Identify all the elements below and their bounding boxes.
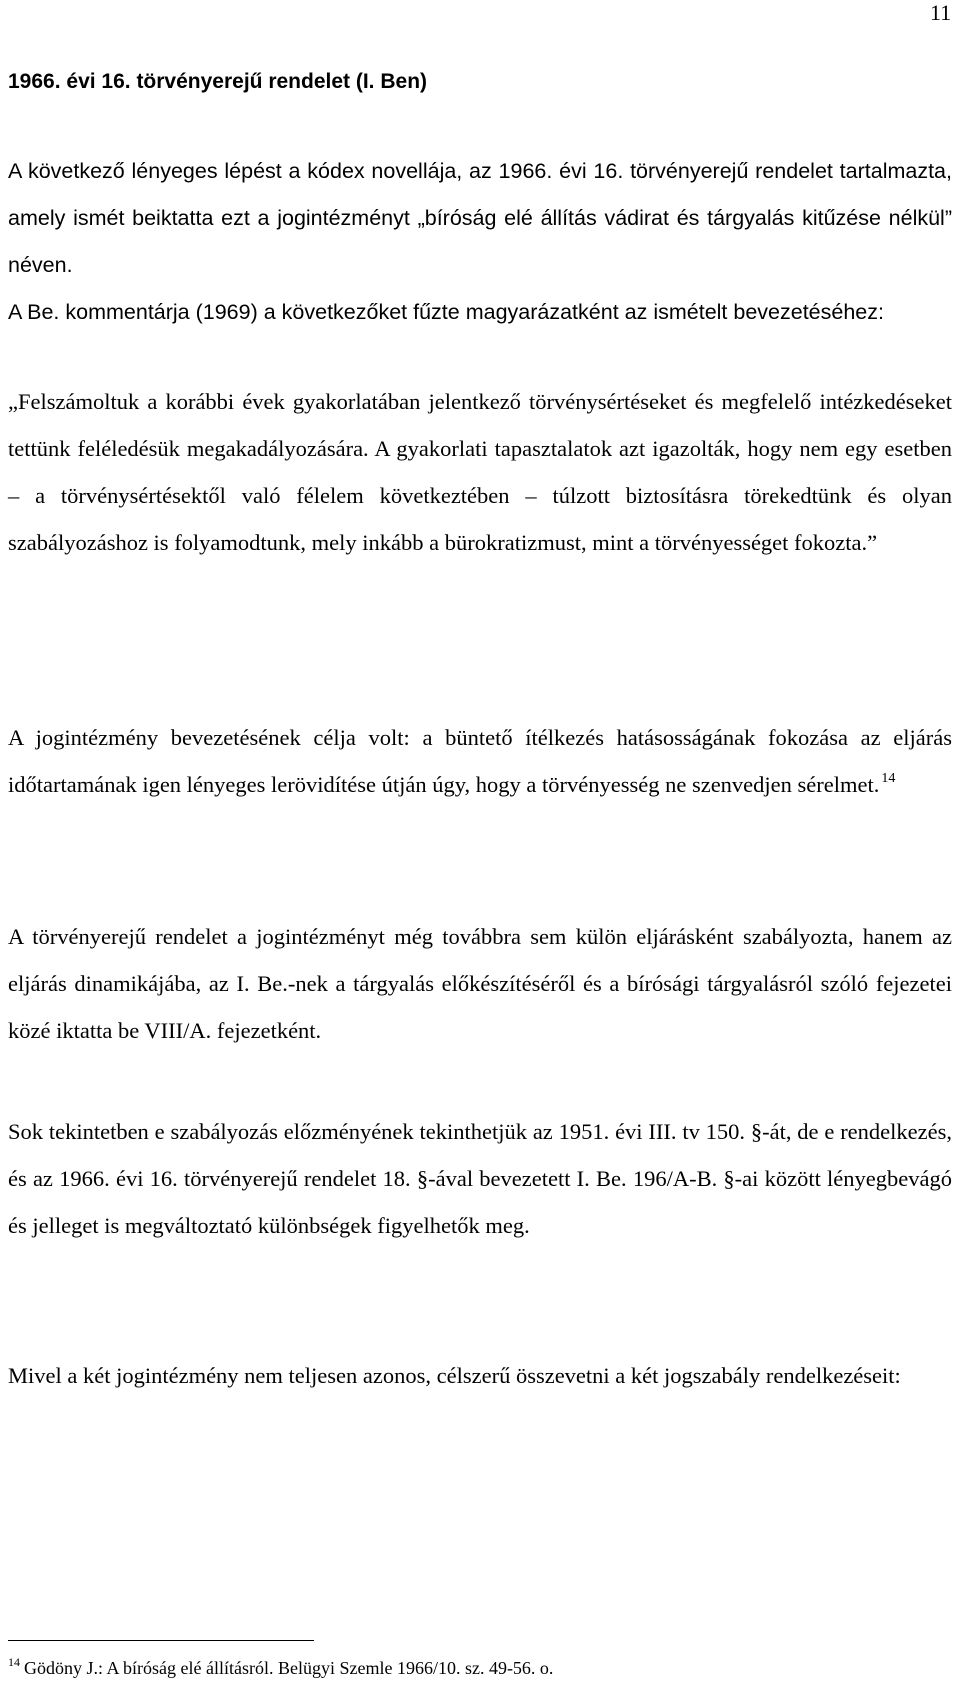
paragraph-commentary-text: A Be. kommentárja (1969) a következőket fűzte magyarázatként az ismételt bevezetéséhez: (8, 300, 884, 324)
paragraph-purpose (8, 714, 952, 812)
footnote (8, 1655, 554, 1679)
footnote-divider (8, 1640, 314, 1641)
paragraph-intro-text: A következő lényeges lépést a kódex novellája, az 1966. évi 16. törvényerejű rendelet tartalmazta, amely ismét beiktatta ezt a jogintézményt „bíróság elé állítás vádirat és tárgyalás kitűzése nélkül” néven. (8, 159, 952, 277)
paragraph-decree: A törvényerejű rendelet a jogintézményt még továbbra sem külön eljárásként szabályozta, hanem az eljárás dinamikájába, az I. Be.-nek a tárgyalás előkészítéséről és a bírósági tárgyalásról szóló fejezetei közé iktatta be VIII/A. fejezetként. (8, 924, 952, 1043)
paragraph-intro (8, 148, 952, 336)
paragraph-comparison: Mivel a két jogintézmény nem teljesen azonos, célszerű összevetni a két jogszabály rendelkezéseit: (8, 1363, 901, 1388)
paragraph-purpose-text: A jogintézmény bevezetésének célja volt: a büntető ítélkezés hatásosságának fokozása az eljárás időtartamának igen lényeges lerövidítése útján úgy, hogy a törvényesség ne szenvedjen sérelmet. (8, 725, 952, 797)
footnote-mark: 14 (8, 1655, 20, 1669)
page-number: 11 (930, 0, 952, 25)
footnote-reference: 14 (881, 771, 896, 786)
footnote-text: Gödöny J.: A bíróság elé állításról. Belügyi Szemle 1966/10. sz. 49-56. o. (24, 1658, 554, 1678)
paragraph-precedent: Sok tekintetben e szabályozás előzményének tekinthetjük az 1951. évi III. tv 150. §-át, de e rendelkezés, és az 1966. évi 16. törvényerejű rendelet 18. §-ával bevezetett I. Be. 196/A-B. §-ai között lényegbevágó és jelleget is megváltoztató különbségek figyelhetők meg. (8, 1119, 952, 1238)
section-heading: 1966. évi 16. törvényerejű rendelet (I. Ben) (8, 70, 428, 93)
quote-paragraph: „Felszámoltuk a korábbi évek gyakorlatában jelentkező törvénysértéseket és megfelelő intézkedéseket tettünk feléledésük megakadályozására. A gyakorlati tapasztalatok azt igazolták, hogy nem egy esetben – a törvénysértésektől való félelem következtében – túlzott biztosításra törekedtünk és olyan szabályozáshoz is folyamodtunk, mely inkább a bürokratizmust, mint a törvényességet fokozta.” (8, 389, 952, 555)
